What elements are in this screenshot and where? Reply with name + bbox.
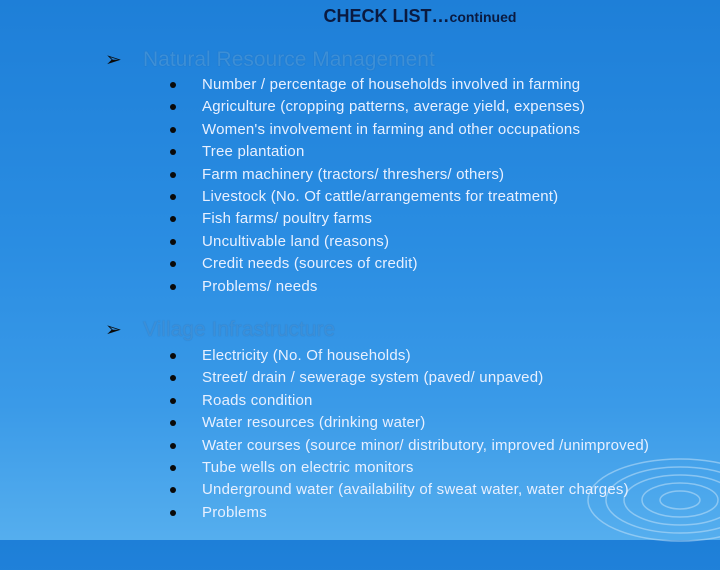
bullet-dot-icon: [170, 398, 176, 404]
checklist-item-label: Number / percentage of households involved in farming: [202, 76, 581, 93]
checklist-item-label: Tube wells on electric monitors: [202, 458, 414, 476]
checklist-item: [169, 164, 585, 186]
arrow-bullet-icon: ➢: [105, 49, 122, 71]
checklist-item-label: Farm machinery (tractors/ threshers/ others): [202, 165, 505, 183]
checklist-item-label: Credit needs (sources of credit): [202, 255, 418, 273]
checklist-item: [169, 390, 649, 412]
arrow-bullet-icon: ➢: [105, 319, 122, 341]
section-heading-row: [105, 316, 335, 344]
bullet-dot-icon: [170, 127, 176, 133]
checklist-item: [169, 231, 585, 253]
bullet-dot-icon: [170, 104, 176, 110]
bullet-dot-icon: [170, 194, 176, 200]
bullet-dot-icon: [170, 487, 176, 493]
bullet-dot-icon: [170, 216, 176, 222]
checklist-item-label: Street/ drain / sewerage system (paved/ unpaved): [202, 369, 544, 387]
checklist-item: [169, 186, 585, 208]
checklist-item-label: Women's involvement in farming and other occupations: [202, 120, 581, 138]
checklist-item-label: Agriculture (cropping patterns, average yield, expenses): [202, 98, 586, 116]
bullet-dot-icon: [170, 465, 176, 471]
checklist: [169, 345, 649, 524]
section-natural-resource: [105, 46, 586, 295]
checklist-item: [169, 253, 585, 275]
checklist-item-label: Livestock (No. Of cattle/arrangements for treatment): [202, 187, 559, 205]
checklist-item: [169, 119, 585, 141]
bullet-dot-icon: [170, 239, 176, 245]
bullet-dot-icon: [170, 82, 176, 88]
bullet-dot-icon: [170, 149, 176, 155]
bullet-dot-icon: [170, 261, 176, 267]
checklist-item-label: Water courses (source minor/ distributory, improved /unimproved): [202, 436, 650, 454]
bullet-dot-icon: [170, 172, 176, 178]
checklist-item: [169, 345, 649, 367]
section-heading: Village Infrastructure: [143, 318, 336, 341]
page-title: [0, 6, 720, 27]
bullet-dot-icon: [170, 375, 176, 381]
checklist-item: [169, 276, 585, 298]
checklist-item-label: Problems/ needs: [202, 277, 318, 295]
checklist-item: [169, 96, 585, 118]
checklist-item: [169, 412, 649, 434]
checklist-item-label: Roads condition: [202, 391, 313, 409]
checklist: [169, 74, 585, 298]
checklist-item-label: Underground water (availability of sweat water, water charges): [202, 481, 629, 499]
bullet-dot-icon: [170, 443, 176, 449]
checklist-item: [169, 367, 649, 389]
checklist-item-label: Problems: [202, 503, 267, 521]
checklist-item-label: Water resources (drinking water): [202, 414, 426, 432]
checklist-item-label: Fish farms/ poultry farms: [202, 210, 373, 228]
checklist-item: [169, 74, 585, 96]
bullet-dot-icon: [170, 284, 176, 290]
checklist-item: [169, 479, 649, 501]
bullet-dot-icon: [170, 420, 176, 426]
checklist-item-label: Tree plantation: [202, 143, 305, 161]
section-heading-row: [105, 46, 435, 74]
checklist-item: [169, 435, 649, 457]
title-main: CHECK LIST…: [323, 6, 450, 26]
bullet-dot-icon: [170, 353, 176, 359]
checklist-item-label: Electricity (No. Of households): [202, 347, 411, 364]
checklist-item: [169, 208, 585, 230]
checklist-item-label: Uncultivable land (reasons): [202, 232, 390, 250]
section-heading: Natural Resource Management: [143, 48, 435, 71]
checklist-item: [169, 502, 649, 524]
title-suffix: continued: [449, 9, 517, 25]
checklist-item: [169, 141, 585, 163]
bullet-dot-icon: [170, 510, 176, 516]
checklist-item: [169, 457, 649, 479]
section-village-infrastructure: [105, 316, 650, 521]
